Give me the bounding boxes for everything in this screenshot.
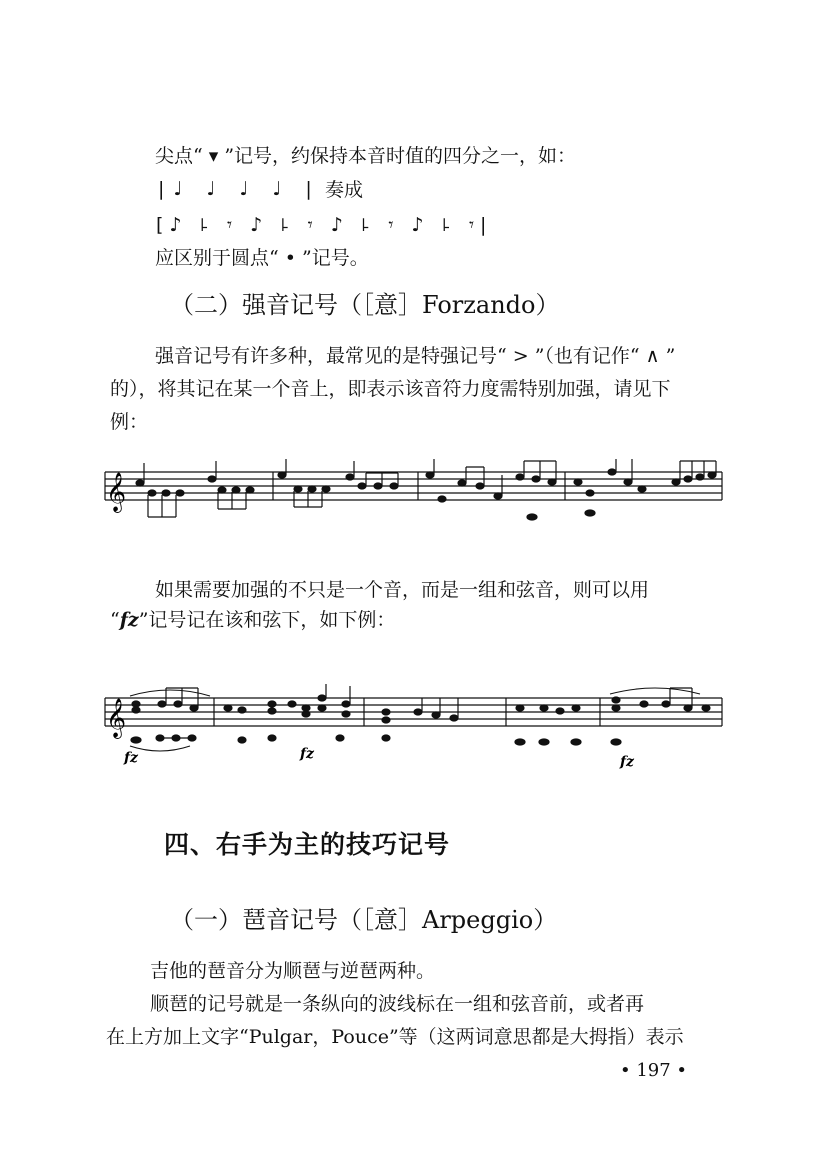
music-score-accent-example xyxy=(100,455,730,530)
fz-mark-3: fz xyxy=(620,754,634,770)
subheading-arpeggio: （一）琶音记号（［意］Arpeggio） xyxy=(170,906,558,934)
dot-distinction-note: 应区别于圆点“ • ”记号。 xyxy=(155,247,369,269)
fz-paragraph-line-1: 如果需要加强的不只是一个音，而是一组和弦音，则可以用 xyxy=(155,579,650,601)
page-number: • 197 • xyxy=(620,1060,688,1081)
arpeggio-paragraph-line-1: 吉他的琶音分为顺琶与逆琶两种。 xyxy=(150,960,436,982)
fz-mark-1: fz xyxy=(124,750,138,766)
subheading-forzando: （二）强音记号（［意］Forzando） xyxy=(170,291,560,319)
accent-paragraph-line-1: 强音记号有许多种，最常见的是特强记号“ > ”（也有记作“ ∧ ” xyxy=(155,345,676,367)
arpeggio-paragraph-line-3: 在上方加上文字“Pulgar，Pouce”等（这两词意思都是大拇指）表示 xyxy=(106,1026,684,1048)
rhythm-example-quarter-notes: |♩ ♩ ♩ ♩ | xyxy=(158,178,321,200)
music-score-fz-example xyxy=(100,680,730,770)
accent-paragraph-line-3: 例： xyxy=(110,411,149,433)
fz-paragraph-line-2: “fz”记号记在该和弦下，如下例： xyxy=(110,609,396,631)
treble-clef-icon: 𝄞 xyxy=(106,472,127,512)
fz-symbol-inline: fz xyxy=(119,609,139,631)
rhythm-example-staccato-rendering: [♪ ꜕ 𝄾 ♪ ꜕ 𝄾 ♪ ꜕ 𝄾 ♪ ꜕ 𝄾| xyxy=(156,214,493,236)
staccato-intro-text: 尖点“ ▾ ”记号，约保持本音时值的四分之一，如： xyxy=(155,145,577,167)
section-title-right-hand-techniques: 四、右手为主的技巧记号 xyxy=(164,830,451,859)
treble-clef-icon: 𝄞 xyxy=(106,698,127,738)
accent-paragraph-line-2: 的），将其记在某一个音上，即表示该音符力度需特别加强，请见下 xyxy=(110,378,671,400)
arpeggio-paragraph-line-2: 顺琶的记号就是一条纵向的波线标在一组和弦音前，或者再 xyxy=(150,993,645,1015)
rhythm-result-label: 奏成 xyxy=(325,179,364,201)
fz-mark-2: fz xyxy=(300,746,314,762)
